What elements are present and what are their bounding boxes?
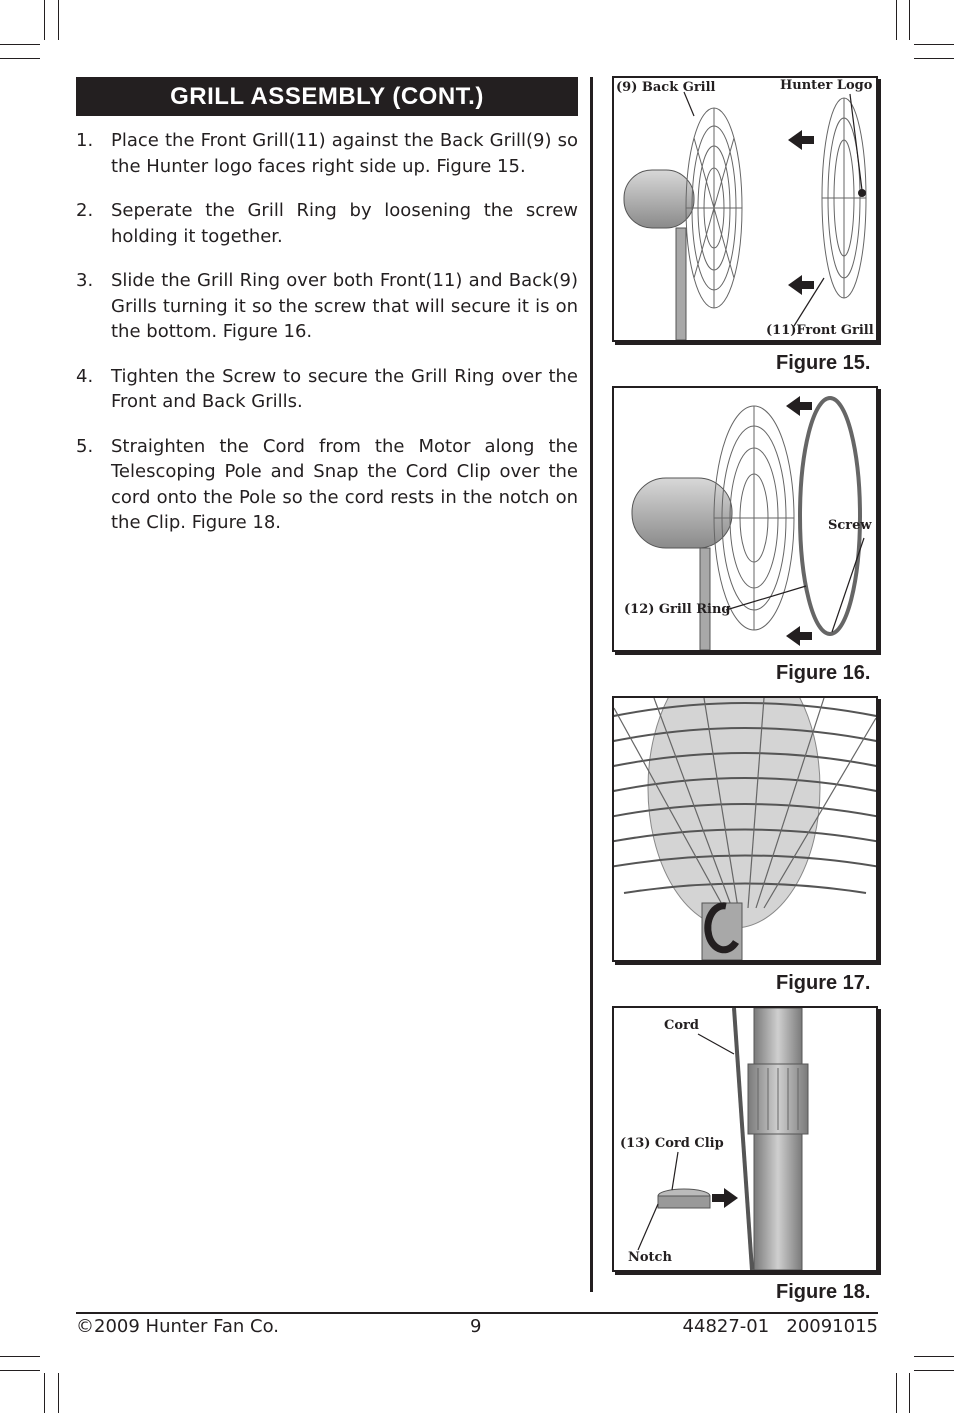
- step-number: 3.: [76, 270, 94, 291]
- crop-mark: [58, 1373, 59, 1413]
- crop-mark: [896, 0, 897, 40]
- crop-mark: [44, 1373, 45, 1413]
- crop-mark: [0, 1370, 40, 1371]
- section-title: GRILL ASSEMBLY (CONT.): [76, 77, 578, 116]
- step-number: 1.: [76, 130, 94, 151]
- crop-mark: [914, 44, 954, 45]
- crop-mark: [909, 0, 910, 40]
- fan-grills-drawing: [614, 78, 876, 340]
- step-text: Tighten the Screw to secure the Grill Ring over the Front and Back Grills.: [111, 365, 578, 412]
- crop-mark: [914, 58, 954, 59]
- front-grill-label: (11)Front Grill: [766, 323, 874, 338]
- crop-mark: [44, 0, 45, 40]
- figure-17-illustration: [612, 696, 878, 962]
- step-text: Place the Front Grill(11) against the Back Grill(9) so the Hunter logo faces right side up. Figure 15.: [111, 130, 578, 177]
- cord-label: Cord: [664, 1018, 699, 1033]
- grill-ring-label: (12) Grill Ring: [624, 602, 731, 617]
- figure-17-caption: Figure 17.: [776, 972, 871, 994]
- back-grill-label: (9) Back Grill: [616, 80, 716, 95]
- figure-15-caption: Figure 15.: [776, 352, 871, 374]
- grill-closeup-drawing: [614, 698, 876, 960]
- instruction-step: [76, 434, 578, 536]
- crop-mark: [914, 1370, 954, 1371]
- instruction-step: [76, 268, 578, 345]
- crop-mark: [0, 58, 40, 59]
- document-code: 44827-01 20091015: [682, 1316, 878, 1337]
- instruction-list: [76, 128, 578, 555]
- footer-copyright: ©2009 Hunter Fan Co.: [76, 1316, 279, 1337]
- hunter-logo-label: Hunter Logo: [780, 78, 873, 93]
- screw-label: Screw: [828, 518, 872, 533]
- crop-mark: [909, 1373, 910, 1413]
- step-text: Seperate the Grill Ring by loosening the screw holding it together.: [111, 200, 578, 247]
- instruction-step: [76, 364, 578, 415]
- instruction-step: [76, 128, 578, 179]
- crop-mark: [914, 1356, 954, 1357]
- crop-mark: [896, 1373, 897, 1413]
- step-number: 5.: [76, 435, 94, 457]
- notch-label: Notch: [628, 1250, 672, 1265]
- instruction-step: [76, 198, 578, 249]
- footer-rule: [76, 1312, 878, 1314]
- figure-15-illustration: [612, 76, 878, 342]
- crop-mark: [0, 1356, 40, 1357]
- step-text: Straighten the Cord from the Motor along the Telescoping Pole and Snap the Cord Clip over the cord onto the Pole so the cord rests in the notch on the Clip. Figure 18.: [111, 435, 578, 533]
- figure-16-caption: Figure 16.: [776, 662, 871, 684]
- figure-18-caption: Figure 18.: [776, 1281, 871, 1303]
- step-text: Slide the Grill Ring over both Front(11) and Back(9) Grills turning it so the screw that will secure it is on the bottom. Figure 16.: [111, 270, 578, 342]
- step-number: 2.: [76, 200, 94, 221]
- cord-clip-label: (13) Cord Clip: [620, 1136, 724, 1151]
- page-number: 9: [470, 1316, 482, 1337]
- step-number: 4.: [76, 365, 94, 387]
- figure-18-illustration: [612, 1006, 878, 1272]
- crop-mark: [0, 44, 40, 45]
- crop-mark: [58, 0, 59, 40]
- figure-16-illustration: [612, 386, 878, 652]
- column-divider: [590, 77, 593, 1292]
